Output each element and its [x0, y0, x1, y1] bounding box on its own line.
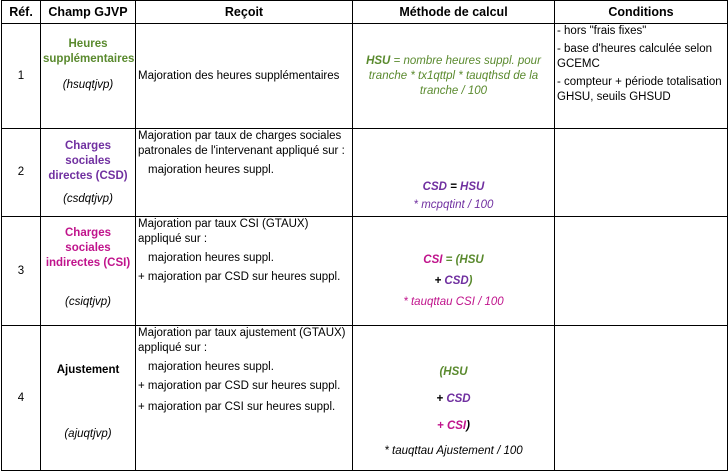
recoit-cell	[136, 129, 353, 217]
method-line: * mcpqtint / 100	[413, 199, 494, 211]
method-line: (HSU	[439, 366, 468, 378]
method-line: * tauqttau CSI / 100	[403, 296, 504, 308]
method-line: + CSD	[436, 393, 471, 405]
champ-name: Charges sociales directes (CSD)	[48, 140, 128, 182]
method-cell	[353, 24, 555, 129]
table-row	[2, 326, 728, 471]
champ-code: (csiqtjvp)	[64, 296, 111, 308]
method-line: CSI = (HSU	[423, 254, 484, 266]
method-line: + CSI)	[437, 420, 470, 432]
header-ref: Réf.	[2, 1, 41, 24]
champ-name: Charges sociales indirectes (CSI)	[45, 227, 131, 269]
row-ref: 3	[2, 217, 41, 326]
condition-item: - hors "frais fixes"	[557, 25, 647, 37]
recoit-line: + majoration par CSI sur heures suppl.	[138, 401, 336, 413]
recoit-line: Majoration par taux de charges sociales patronales de l'intervenant appliqué sur :	[138, 130, 345, 157]
header-conditions: Conditions	[555, 1, 728, 24]
table-row	[2, 24, 728, 129]
champ-code: (ajuqtjvp)	[64, 428, 112, 440]
header-champ: Champ GJVP	[41, 1, 136, 24]
method-text: = nombre heures suppl. pour tranche * tx1qttpl * tauqthsd de la tranche / 100	[368, 54, 541, 97]
recoit-cell	[136, 217, 353, 326]
method-hsu: HSU	[366, 54, 391, 67]
recoit-line: Majoration des heures supplémentaires	[138, 69, 340, 82]
method-cell	[353, 326, 555, 471]
recoit-line: majoration heures suppl.	[148, 361, 274, 373]
conditions-cell	[555, 24, 728, 129]
recoit-line: Majoration par taux ajustement (GTAUX) appliqué sur :	[138, 327, 346, 354]
method-line: + CSD)	[434, 275, 473, 287]
method-cell	[353, 217, 555, 326]
champ-code: (hsuqtjvp)	[62, 79, 114, 91]
champ-cell	[41, 217, 136, 326]
row-ref: 1	[2, 24, 41, 129]
recoit-cell	[136, 24, 353, 129]
calculation-table	[1, 0, 728, 471]
recoit-line: + majoration par CSD sur heures suppl.	[138, 271, 341, 283]
recoit-line: majoration heures suppl.	[148, 164, 274, 176]
conditions-cell	[555, 129, 728, 217]
header-row	[2, 1, 728, 24]
method-cell	[353, 129, 555, 217]
method-line: CSD = HSU	[422, 181, 485, 193]
condition-item: - compteur + période totalisation GHSU, seuils GHSUD	[557, 76, 722, 103]
recoit-line: majoration heures suppl.	[148, 252, 274, 264]
header-methode: Méthode de calcul	[353, 1, 555, 24]
champ-name: Heures supplémentaires	[43, 38, 135, 65]
champ-cell	[41, 129, 136, 217]
row-ref: 4	[2, 326, 41, 471]
row-ref: 2	[2, 129, 41, 217]
conditions-cell	[555, 217, 728, 326]
champ-name: Ajustement	[56, 364, 120, 376]
champ-code: (csdqtjvp)	[63, 193, 113, 205]
header-recoit: Reçoit	[136, 1, 353, 24]
method-line: * tauqttau Ajustement / 100	[384, 445, 523, 457]
table-row	[2, 217, 728, 326]
recoit-line: Majoration par taux CSI (GTAUX) appliqué sur :	[138, 218, 309, 245]
table-row	[2, 129, 728, 217]
recoit-cell	[136, 326, 353, 471]
condition-item: - base d'heures calculée selon GCEMC	[557, 43, 712, 70]
champ-cell	[41, 24, 136, 129]
recoit-line: + majoration par CSD sur heures suppl.	[138, 380, 341, 392]
champ-cell	[41, 326, 136, 471]
conditions-cell	[555, 326, 728, 471]
